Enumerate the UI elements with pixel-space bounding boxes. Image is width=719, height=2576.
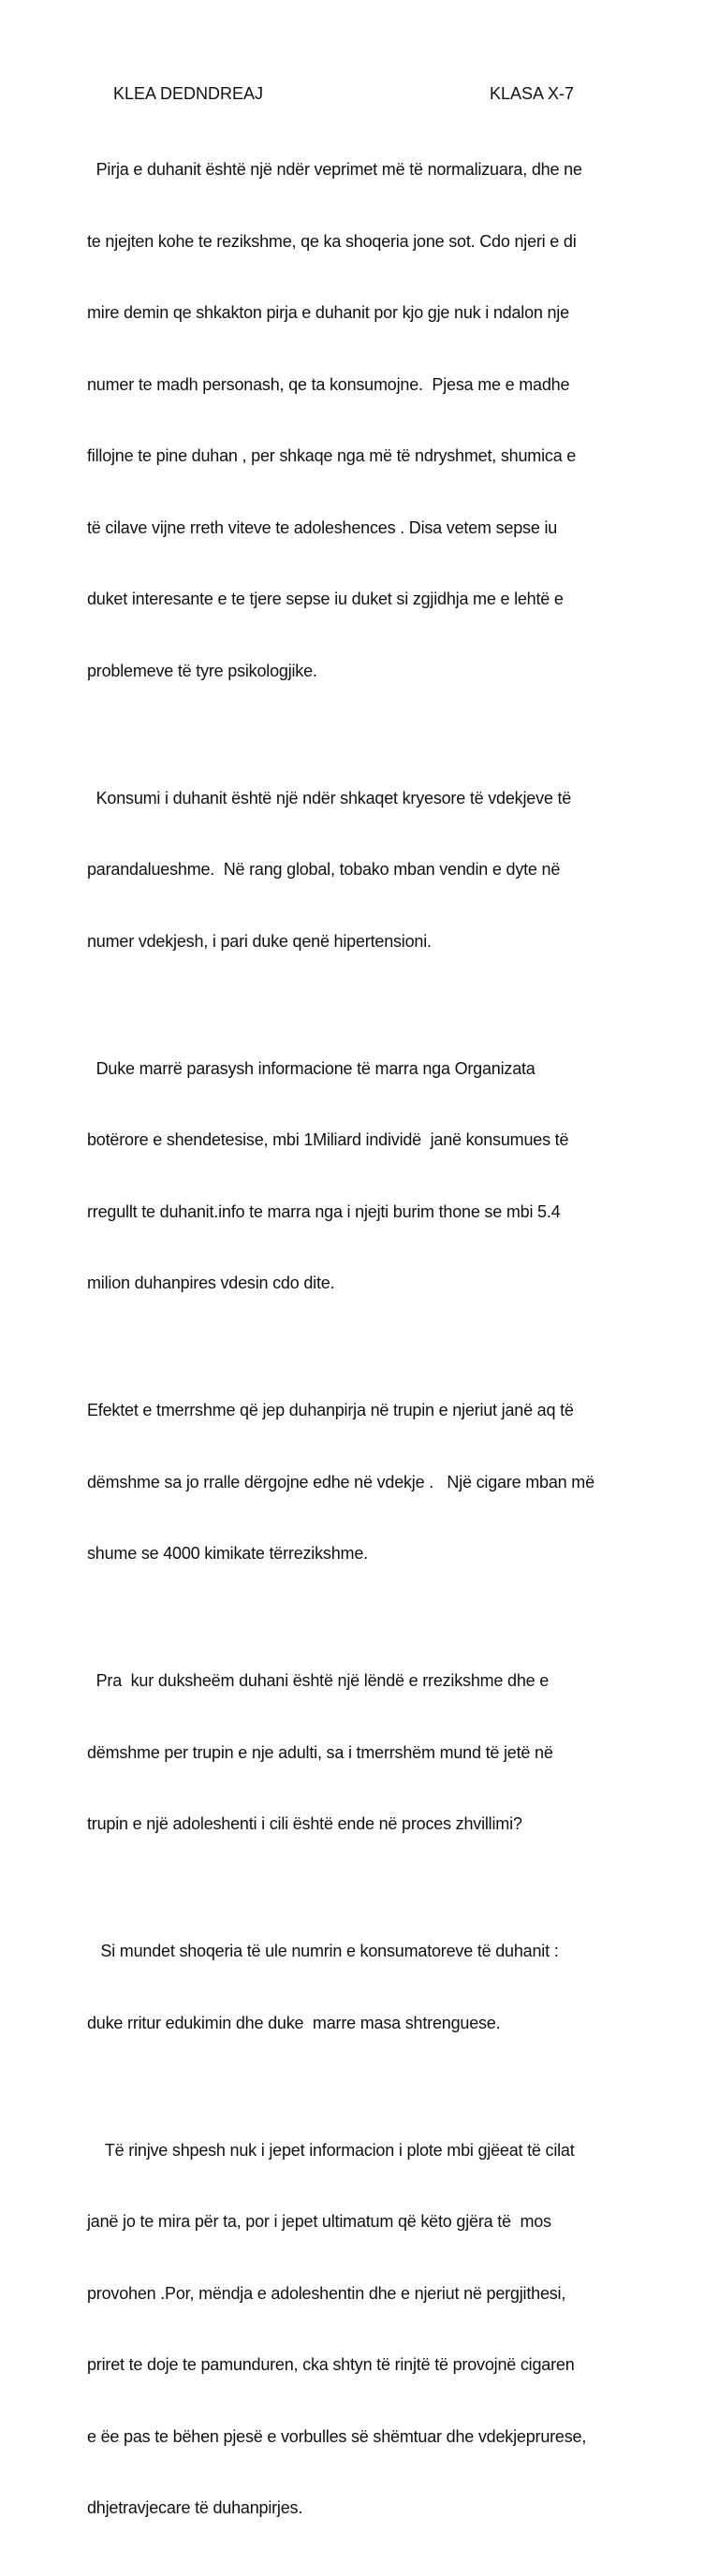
text-line: parandalueshme. Në rang global, tobako mban vendin e dyte në — [87, 860, 561, 879]
paragraph-1 — [87, 110, 639, 731]
document-body — [87, 110, 639, 2576]
paragraph-3 — [87, 1010, 639, 1344]
text-line: fillojne te pine duhan , per shkaqe nga më të ndryshmet, shumica e — [87, 446, 577, 465]
text-line: Pra kur duksheëm duhani është një lëndë e rrezikshme dhe e — [87, 1671, 550, 1690]
text-line: botërore e shendetesise, mbi 1Miliard individë janë konsumues të — [87, 1130, 569, 1149]
paragraph-5 — [87, 1622, 639, 1885]
text-line: Pirja e duhanit është një ndër veprimet më të normalizuara, dhe ne — [87, 160, 582, 179]
class-label: KLASA X-7 — [490, 84, 575, 103]
text-line: mire demin qe shkakton pirja e duhanit por kjo gje nuk i ndalon nje — [87, 303, 569, 322]
text-line: Duke marrë parasysh informacione të marra nga Organizata — [87, 1058, 536, 1078]
text-line: te njejten kohe te rezikshme, qe ka shoqeria jone sot. Cdo njeri e di — [87, 231, 577, 251]
text-line: shume se 4000 kimikate tërrezikshme. — [87, 1544, 368, 1563]
paragraph-6 — [87, 1892, 639, 2083]
text-line: Konsumi i duhanit është një ndër shkaqet kryesore të vdekjeve të — [87, 788, 572, 808]
text-line: duket interesante e te tjere sepse iu duket si zgjidhja me e lehtë e — [87, 589, 564, 608]
text-line: të cilave vijne rreth viteve te adoleshences . Disa vetem sepse iu — [87, 517, 558, 537]
text-line: problemeve të tyre psikologjike. — [87, 661, 317, 680]
paragraph-4 — [87, 1351, 639, 1614]
text-line: Të rinjve shpesh nuk i jepet informacion i plote mbi gjëeat të cilat — [87, 2140, 575, 2160]
text-line: e ëe pas te bëhen pjesë e vorbulles së shëmtuar dhe vdekjeprurese, — [87, 2426, 587, 2446]
text-line: provohen .Por, mëndja e adoleshentin dhe e njeriut në pergjithesi, — [87, 2283, 566, 2303]
text-line: numer vdekjesh, i pari duke qenë hipertensioni. — [87, 931, 432, 951]
text-line: dhjetravjecare të duhanpirjes. — [87, 2498, 303, 2517]
author-name: KLEA DEDNDREAJ — [113, 84, 264, 103]
text-line: numer te madh personash, qe ta konsumojne. Pjesa me e madhe — [87, 374, 570, 394]
text-line: dëmshme per trupin e nje adulti, sa i tmerrshëm mund të jetë në — [87, 1742, 553, 1762]
text-line: dëmshme sa jo rralle dërgojne edhe në vdekje . Një cigare mban më — [87, 1472, 594, 1492]
text-line: rregullt te duhanit.info te marra nga i njejti burim thone se mbi 5.4 — [87, 1201, 561, 1221]
paragraph-7 — [87, 2091, 639, 2569]
text-line: Si mundet shoqeria të ule numrin e konsumatoreve të duhanit : — [87, 1942, 559, 1960]
text-line: janë jo te mira për ta, por i jepet ultimatum që këto gjëra të mos — [87, 2212, 551, 2231]
text-line: trupin e një adoleshenti i cili është ende në proces zhvillimi? — [87, 1814, 522, 1833]
text-line: duke rritur edukimin dhe duke marre masa shtrenguese. — [87, 2013, 501, 2032]
text-line: priret te doje te pamunduren, cka shtyn të rinjtë të provojnë cigaren — [87, 2355, 575, 2374]
text-line: Efektet e tmerrshme që jep duhanpirja në trupin e njeriut janë aq të — [87, 1401, 574, 1419]
paragraph-2 — [87, 739, 639, 1002]
text-line: milion duhanpires vdesin cdo dite. — [87, 1273, 335, 1292]
document-header — [0, 80, 719, 107]
